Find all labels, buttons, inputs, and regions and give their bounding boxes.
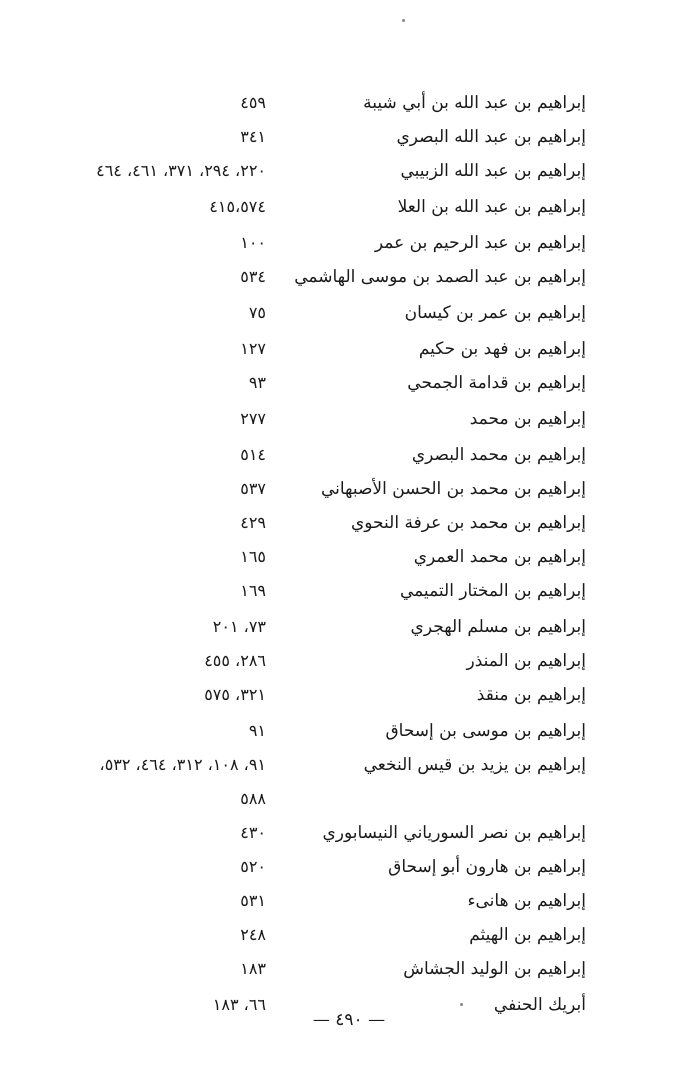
entry-name: إبراهيم بن هانىء (467, 891, 586, 911)
entry-pages: ٥٣٧ (240, 479, 266, 498)
entry-pages: ٤٣٠ (240, 823, 266, 842)
entry-name: إبراهيم بن عبد الرحيم بن عمر (374, 233, 586, 253)
entry-name: إبراهيم بن يزيد بن قيس النخعي (363, 755, 586, 775)
entry-name: إبراهيم بن منقذ (476, 685, 586, 705)
index-entry (0, 262, 698, 292)
entry-pages: ٢٤٨ (240, 925, 266, 944)
entry-name: إبراهيم بن محمد (469, 409, 586, 429)
index-entry (0, 334, 698, 364)
entry-name: إبراهيم بن محمد بن عرفة النحوي (350, 513, 586, 533)
entry-name: إبراهيم بن المختار التميمي (399, 581, 586, 601)
entry-pages: ١٢٧ (240, 339, 266, 358)
entry-pages: ٥١٤ (240, 445, 266, 464)
entry-pages: ٥٢٠ (240, 857, 266, 876)
entry-name: إبراهيم بن موسى بن إسحاق (385, 721, 586, 741)
scan-speck (460, 1003, 463, 1006)
entry-pages: ٩١، ١٠٨، ٣١٢، ٤٦٤، ٥٣٢، (99, 755, 266, 774)
entry-name: إبراهيم بن عبد الله بن أبي شيبة (363, 93, 586, 113)
index-entry (0, 612, 698, 642)
entry-pages: ٣٤١ (240, 127, 266, 146)
index-entry (0, 818, 698, 848)
entry-pages: ٢٨٦، ٤٥٥ (204, 651, 266, 670)
entry-pages: ١٦٥ (240, 547, 266, 566)
index-entry (0, 716, 698, 746)
entry-pages: ١٨٣ (240, 959, 266, 978)
entry-pages: ٧٥ (248, 303, 266, 322)
entry-pages: ٢٧٧ (240, 409, 266, 428)
entry-name: إبراهيم بن الوليد الجشاش (403, 959, 586, 979)
entry-name: إبراهيم بن محمد بن الحسن الأصبهاني (320, 479, 586, 499)
page-number: — ٤٩٠ — (312, 1010, 386, 1030)
scan-speck (402, 19, 405, 22)
entry-pages: ١٠٠ (240, 233, 266, 252)
entry-pages: ٥٣٤ (240, 267, 266, 286)
entry-name: إبراهيم بن مسلم الهجري (410, 617, 586, 637)
index-entry (0, 474, 698, 504)
entry-pages: ٤١٥،٥٧٤ (209, 197, 266, 216)
entry-pages: ٥٣١ (240, 891, 266, 910)
entry-pages: ٢٢٠، ٢٩٤، ٣٧١، ٤٦١، ٤٦٤ (96, 161, 266, 180)
index-entry (0, 646, 698, 676)
entry-name: إبراهيم بن عمر بن كيسان (404, 303, 586, 323)
index-entry (0, 852, 698, 882)
index-entry-continuation (0, 784, 698, 814)
entry-pages: ٩١ (248, 721, 266, 740)
index-entry (0, 750, 698, 780)
index-entry (0, 156, 698, 186)
entry-name: إبراهيم بن الهيثم (469, 925, 586, 945)
entry-name: إبراهيم بن فهد بن حكيم (418, 339, 586, 359)
index-entry (0, 192, 698, 222)
entry-name: إبراهيم بن عبد الصمد بن موسى الهاشمي (294, 267, 586, 287)
index-entry (0, 88, 698, 118)
index-entry (0, 680, 698, 710)
entry-pages: ٩٣ (248, 373, 266, 392)
entry-name: إبراهيم بن محمد البصري (411, 445, 586, 465)
index-entry (0, 542, 698, 572)
entry-name: إبراهيم بن نصر السورياني النيسابوري (322, 823, 586, 843)
entry-pages: ٦٦، ١٨٣ (212, 995, 266, 1014)
index-entry (0, 122, 698, 152)
index-entry (0, 920, 698, 950)
entry-pages: ١٦٩ (240, 581, 266, 600)
entry-name: إبراهيم بن المنذر (466, 651, 586, 671)
entry-name: إبراهيم بن عبد الله بن العلا (397, 197, 586, 217)
index-entry (0, 576, 698, 606)
index-entry (0, 228, 698, 258)
index-entry (0, 404, 698, 434)
entry-pages: ٥٨٨ (240, 789, 266, 808)
index-entry (0, 440, 698, 470)
index-entry (0, 886, 698, 916)
entry-name: إبراهيم بن عبد الله الزبيبي (400, 161, 586, 181)
entry-pages: ٤٢٩ (240, 513, 266, 532)
entry-name: إبراهيم بن محمد العمري (413, 547, 586, 567)
entry-pages: ٣٢١، ٥٧٥ (204, 685, 266, 704)
index-entry (0, 954, 698, 984)
index-entry (0, 508, 698, 538)
index-entry (0, 368, 698, 398)
entry-name: إبراهيم بن هارون أبو إسحاق (388, 857, 586, 877)
entry-name: أبريك الحنفي (493, 995, 586, 1015)
entry-name: إبراهيم بن قدامة الجمحي (407, 373, 586, 393)
entry-pages: ٧٣، ٢٠١ (212, 617, 266, 636)
entry-pages: ٤٥٩ (240, 93, 266, 112)
entry-name: إبراهيم بن عبد الله البصري (396, 127, 586, 147)
index-entry (0, 298, 698, 328)
